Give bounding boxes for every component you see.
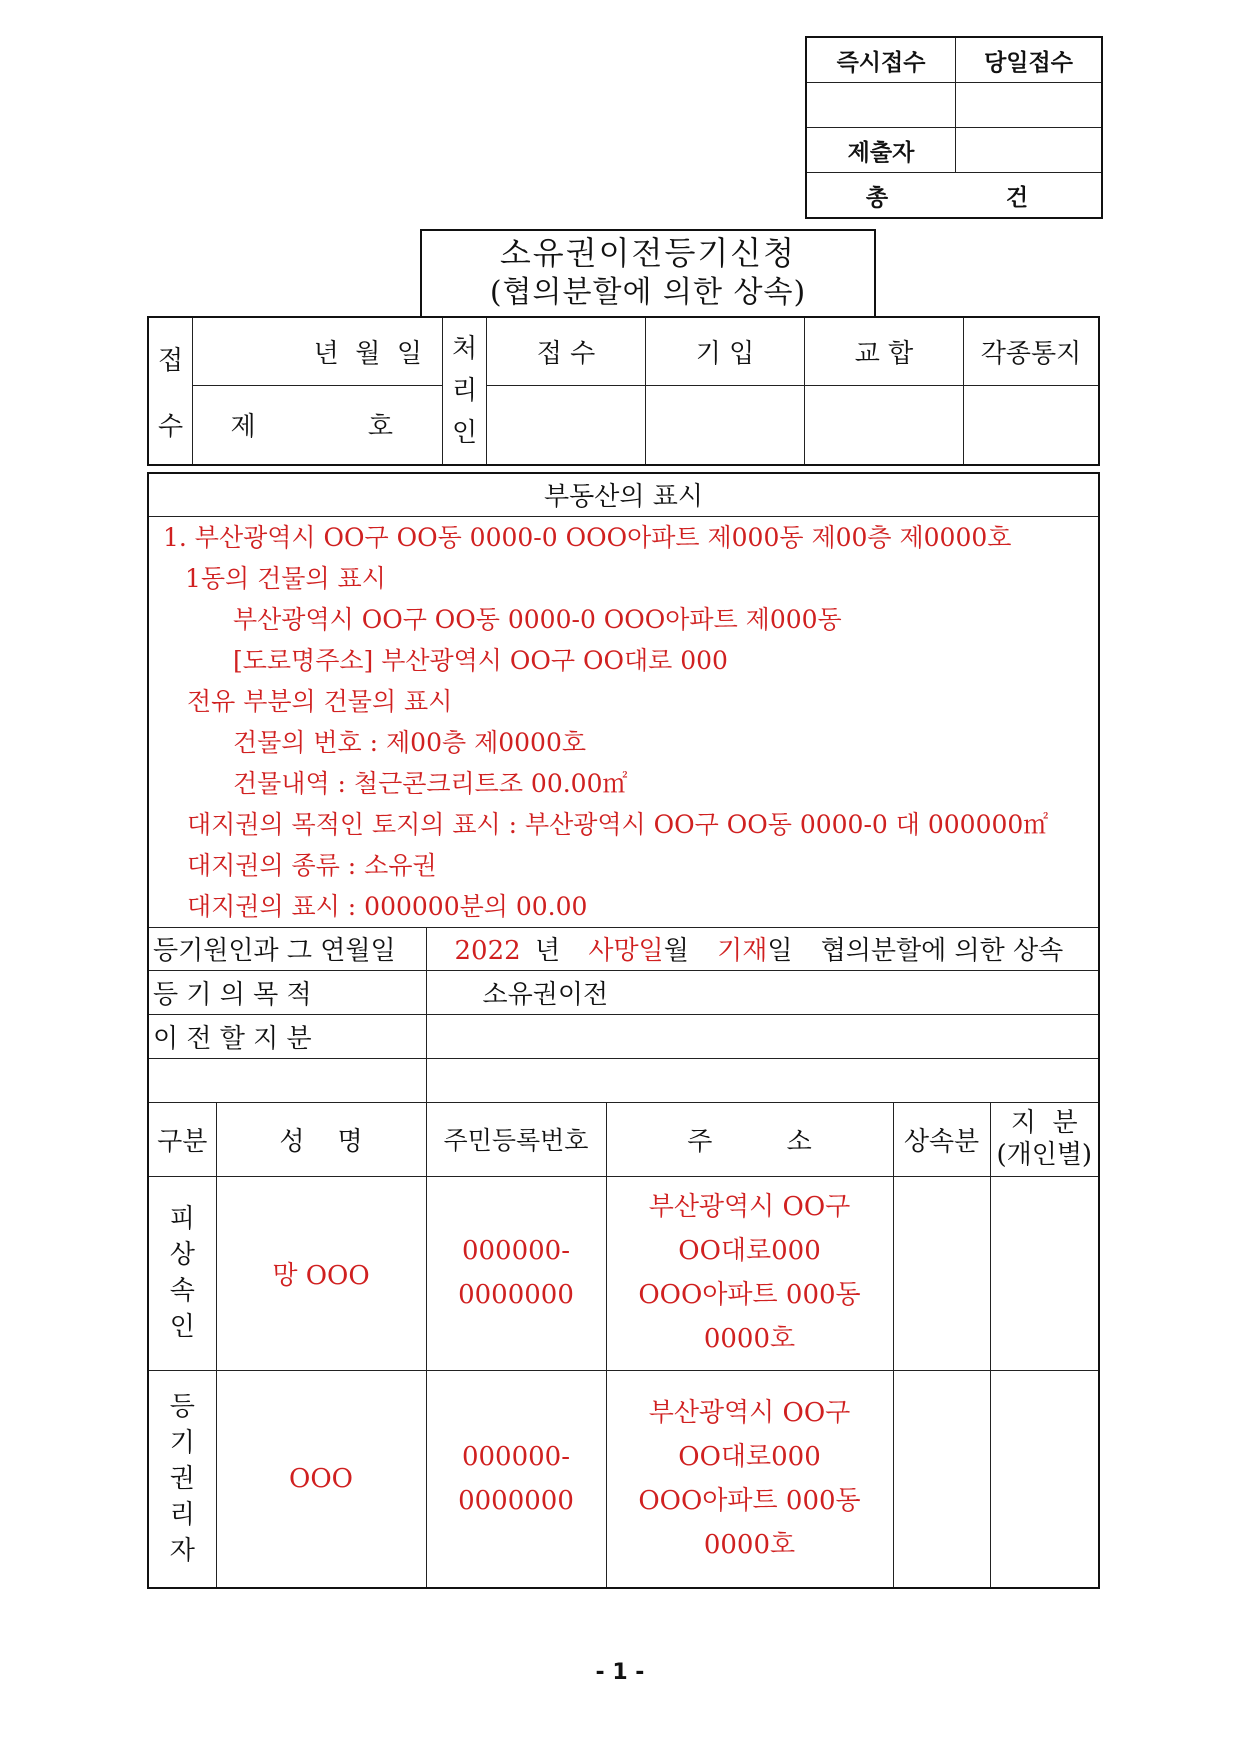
registrant-kind-char: 등 xyxy=(169,1391,195,1422)
reception-number-suffix: 호 xyxy=(367,412,393,443)
same-day-receipt-label: 당일접수 xyxy=(956,37,1103,83)
cause-year-unit: 년 xyxy=(534,936,561,966)
processor-char-2: 리 xyxy=(451,376,478,406)
intake-header-reception: 접 수 xyxy=(487,317,646,385)
reception-char-1: 접 xyxy=(157,346,184,376)
reception-number-prefix: 제 xyxy=(230,412,256,443)
registrant-kind-char: 기 xyxy=(169,1427,195,1458)
deceased-rrn-part: 0000000 xyxy=(458,1280,574,1310)
immediate-receipt-field[interactable] xyxy=(806,83,956,128)
deceased-inheritance[interactable] xyxy=(893,1176,990,1370)
property-line-4: [도로명주소] 부산광역시 OO구 OO대로 000 xyxy=(233,645,728,675)
property-line-6: 건물의 번호 : 제00층 제0000호 xyxy=(233,727,586,757)
property-line-7: 건물내역 : 철근콘크리트조 00.00㎡ xyxy=(233,768,628,798)
party-row-deceased xyxy=(148,1176,1099,1370)
registrant-rrn-part: 0000000 xyxy=(458,1485,574,1516)
cause-label: 등기원인과 그 연월일 xyxy=(148,927,426,970)
total-count-row xyxy=(806,173,1102,219)
deceased-kind-char: 상 xyxy=(169,1240,195,1270)
registrant-address-line: 0000호 xyxy=(703,1529,796,1560)
same-day-receipt-field[interactable] xyxy=(956,83,1103,128)
registrant-name[interactable]: OOO xyxy=(216,1370,426,1588)
intake-field-check[interactable] xyxy=(805,385,964,465)
registrant-rrn-part: 000000- xyxy=(461,1441,571,1472)
property-description xyxy=(148,516,1099,927)
registrant-address-line: 부산광역시 OO구 xyxy=(648,1397,851,1428)
property-line-3: 부산광역시 OO구 OO동 0000-0 OOO아파트 제000동 xyxy=(233,604,842,634)
deceased-address-line: OO대로000 xyxy=(678,1236,821,1266)
parties-header-inheritance: 상속분 xyxy=(893,1102,990,1176)
registrant-kind-char: 자 xyxy=(169,1535,195,1566)
property-line-5: 전유 부분의 건물의 표시 xyxy=(187,686,453,716)
registrant-address-line: OO대로000 xyxy=(678,1441,821,1472)
deceased-name[interactable]: 망 OOO xyxy=(216,1176,426,1370)
reception-column xyxy=(148,317,193,465)
cause-day: 기재 xyxy=(717,936,768,966)
property-line-1: 1. 부산광역시 OO구 OO동 0000-0 OOO아파트 제000동 제00층 제0000호 xyxy=(163,522,1012,552)
extra-value-cell[interactable] xyxy=(426,1058,1099,1102)
extra-label-cell xyxy=(148,1058,426,1102)
processor-column xyxy=(443,317,487,465)
intake-field-notices[interactable] xyxy=(964,385,1100,465)
purpose-label: 등 기 의 목 적 xyxy=(148,970,426,1014)
registrant-kind xyxy=(148,1370,216,1588)
page-number: - 1 - xyxy=(595,1660,645,1685)
parties-header-share-top: 지 분 xyxy=(1010,1108,1078,1138)
processor-char-1: 처 xyxy=(451,334,478,364)
deceased-address-line: OOO아파트 000동 xyxy=(638,1280,861,1310)
parties-header-address: 주 소 xyxy=(606,1102,893,1176)
count-unit-label: 건 xyxy=(1005,184,1029,211)
property-line-8: 대지권의 목적인 토지의 표시 : 부산광역시 OO구 OO동 0000-0 대 000000㎡ xyxy=(187,809,1049,839)
deceased-address-line: 부산광역시 OO구 xyxy=(648,1192,851,1222)
cause-reason: 협의분할에 의한 상속 xyxy=(820,936,1064,966)
main-form-table xyxy=(147,472,1100,1589)
reception-number-cell[interactable] xyxy=(193,385,443,465)
property-line-9: 대지권의 종류 : 소유권 xyxy=(187,850,437,880)
parties-header-share-bottom: (개인별) xyxy=(996,1140,1093,1170)
reception-char-2: 수 xyxy=(157,412,184,442)
deceased-kind xyxy=(148,1176,216,1370)
intake-field-entry[interactable] xyxy=(646,385,805,465)
deceased-kind-char: 피 xyxy=(169,1204,195,1234)
submitter-field[interactable] xyxy=(956,128,1103,173)
registrant-kind-char: 권 xyxy=(169,1463,195,1494)
registrant-share[interactable] xyxy=(990,1370,1099,1588)
intake-table xyxy=(147,316,1100,466)
registrant-address[interactable] xyxy=(606,1370,893,1588)
deceased-kind-char: 인 xyxy=(169,1312,195,1342)
cause-month: 사망일 xyxy=(588,936,664,966)
intake-header-notices: 각종통지 xyxy=(964,317,1100,385)
receipt-box xyxy=(805,36,1103,219)
purpose-value[interactable]: 소유권이전 xyxy=(426,970,1099,1014)
cause-year: 2022 xyxy=(454,936,521,966)
deceased-address[interactable] xyxy=(606,1176,893,1370)
share-value[interactable] xyxy=(426,1014,1099,1058)
intake-header-check: 교 합 xyxy=(805,317,964,385)
parties-header-kind: 구분 xyxy=(148,1102,216,1176)
deceased-share[interactable] xyxy=(990,1176,1099,1370)
registrant-address-line: OOO아파트 000동 xyxy=(638,1485,861,1516)
total-label: 총 xyxy=(865,184,889,211)
registrant-kind-char: 리 xyxy=(169,1499,195,1530)
party-row-registrant xyxy=(148,1370,1099,1588)
cause-month-unit: 월 xyxy=(663,936,689,966)
property-line-10: 대지권의 표시 : 000000분의 00.00 xyxy=(187,891,588,921)
parties-header-name: 성 명 xyxy=(216,1102,426,1176)
property-section-header: 부동산의 표시 xyxy=(148,473,1099,516)
cause-day-unit: 일 xyxy=(767,936,793,966)
form-title-box xyxy=(420,229,876,316)
share-label: 이 전 할 지 분 xyxy=(148,1014,426,1058)
reception-date-label: 년 월 일 xyxy=(193,317,443,385)
deceased-rrn-part: 000000- xyxy=(461,1236,571,1266)
deceased-kind-char: 속 xyxy=(169,1276,195,1306)
intake-field-reception[interactable] xyxy=(487,385,646,465)
intake-header-entry: 기 입 xyxy=(646,317,805,385)
parties-header-rrn: 주민등록번호 xyxy=(426,1102,606,1176)
parties-header-share xyxy=(990,1102,1099,1176)
immediate-receipt-label: 즉시접수 xyxy=(806,37,956,83)
form-title: 소유권이전등기신청 xyxy=(499,234,797,272)
cause-field[interactable] xyxy=(426,927,1099,970)
registrant-rrn[interactable] xyxy=(426,1370,606,1588)
deceased-address-line: 0000호 xyxy=(703,1324,796,1354)
registrant-inheritance[interactable] xyxy=(893,1370,990,1588)
submitter-label: 제출자 xyxy=(806,128,956,173)
processor-char-3: 인 xyxy=(451,418,478,448)
deceased-rrn[interactable] xyxy=(426,1176,606,1370)
form-subtitle: (협의분할에 의한 상속) xyxy=(489,275,807,310)
property-line-2: 1동의 건물의 표시 xyxy=(185,563,386,593)
